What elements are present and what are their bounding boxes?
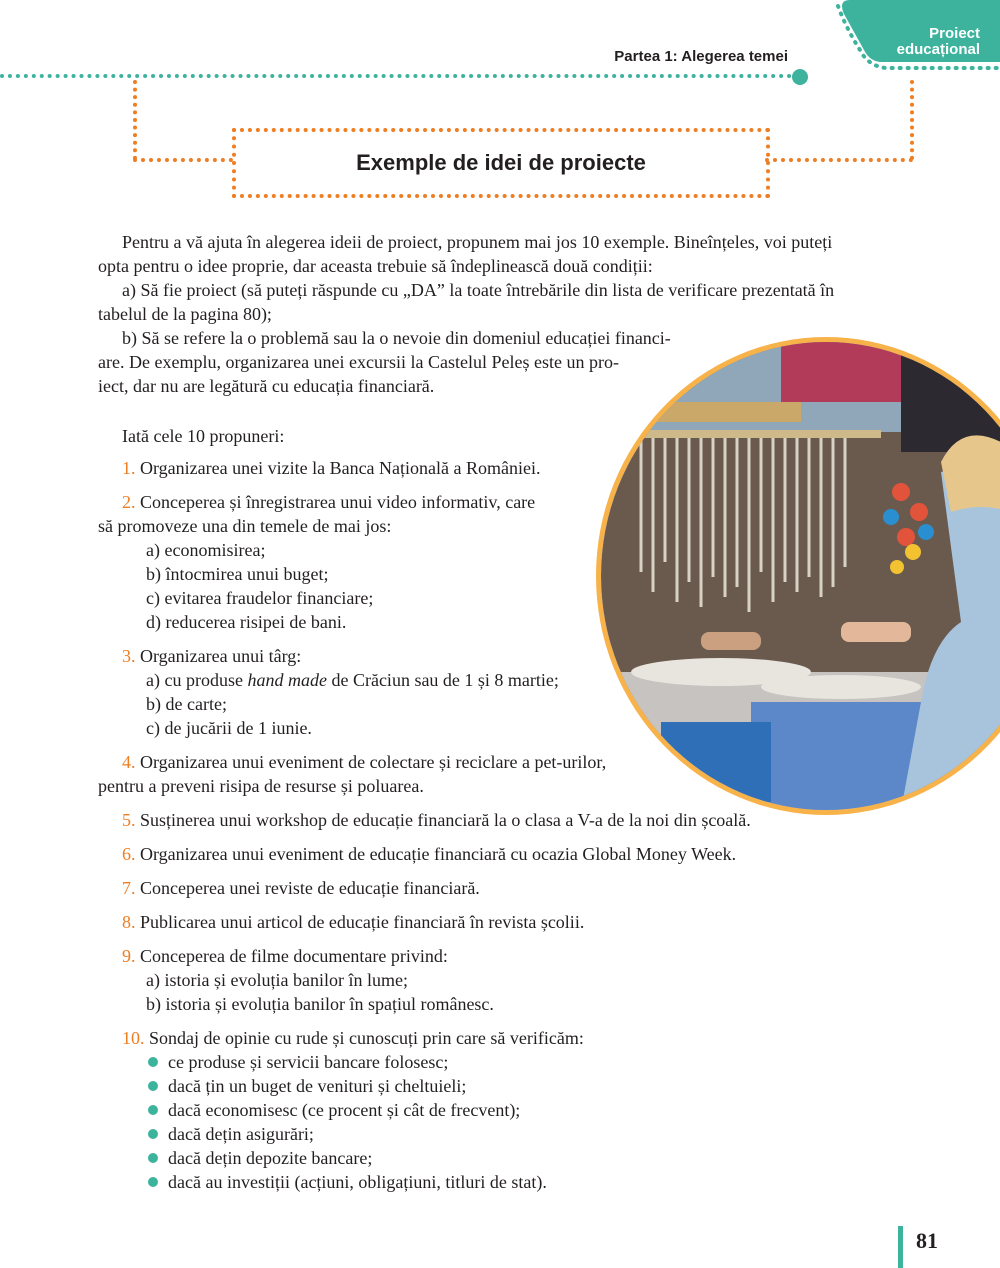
tag-line-1: Proiect <box>929 25 980 42</box>
bullet-item <box>148 1050 448 1074</box>
item-number: 3. <box>122 646 136 666</box>
bullet-text: dacă au investiții (acțiuni, obligațiuni, titluri de stat). <box>168 1172 547 1192</box>
frame-connector <box>765 158 913 162</box>
header-dotted-line <box>0 74 800 78</box>
sub-item: d) reducerea risipei de bani. <box>146 612 347 632</box>
item-text-cont: pentru a preveni risipa de resurse și poluarea. <box>98 776 424 796</box>
list-item <box>122 1026 584 1050</box>
sub-item: c) evitarea fraudelor financiare; <box>146 588 374 608</box>
sub-item: b) întocmirea unui buget; <box>146 564 329 584</box>
intro-line: a) Să fie proiect (să puteți răspunde cu „DA” la toate întrebările din lista de verificare prezentată în <box>122 280 835 300</box>
bullet-icon <box>148 1057 158 1067</box>
item-text: Publicarea unui articol de educație financiară în revista școlii. <box>140 912 585 932</box>
sub-item: b) istoria și evoluția banilor în spațiul românesc. <box>146 994 494 1014</box>
item-text: Organizarea unui târg: <box>140 646 302 666</box>
jewelry-stall-image <box>601 342 1000 810</box>
sub-item <box>146 668 559 692</box>
item-text: Conceperea unei reviste de educație financiară. <box>140 878 480 898</box>
item-text: Conceperea de filme documentare privind: <box>140 946 448 966</box>
item-number: 5. <box>122 810 136 830</box>
bullet-item <box>148 1098 520 1122</box>
item-number: 8. <box>122 912 136 932</box>
list-item <box>122 808 751 832</box>
sub-item-emphasis: hand made <box>247 670 327 690</box>
frame-connector <box>133 158 233 162</box>
bullet-text: dacă țin un buget de venituri și cheltuieli; <box>168 1076 467 1096</box>
bullet-text: ce produse și servicii bancare folosesc; <box>168 1052 449 1072</box>
bullet-icon <box>148 1081 158 1091</box>
list-item <box>122 876 480 900</box>
item-number: 2. <box>122 492 136 512</box>
page-title: Exemple de idei de proiecte <box>356 150 646 175</box>
bullet-text: dacă dețin depozite bancare; <box>168 1148 373 1168</box>
frame-connector <box>133 80 137 160</box>
item-number: 9. <box>122 946 136 966</box>
list-item <box>122 644 301 668</box>
intro-line: b) Să se refere la o problemă sau la o nevoie din domeniul educației financi- <box>122 328 671 348</box>
item-text: Organizarea unei vizite la Banca Națională a României. <box>140 458 541 478</box>
sub-item: c) de jucării de 1 iunie. <box>146 718 312 738</box>
intro-line: Pentru a vă ajuta în alegerea ideii de proiect, propunem mai jos 10 exemple. Bineînțeles, voi puteți <box>122 232 833 252</box>
section-header: Partea 1: Alegerea temei <box>614 48 788 65</box>
item-text: Conceperea și înregistrarea unui video informativ, care <box>140 492 536 512</box>
sub-item-pre: a) cu produse <box>146 670 248 690</box>
header-dot <box>792 69 808 85</box>
list-intro: Iată cele 10 propuneri: <box>122 426 285 446</box>
sub-item: b) de carte; <box>146 694 227 714</box>
page-number-bar <box>898 1226 903 1268</box>
bullet-icon <box>148 1177 158 1187</box>
item-number: 6. <box>122 844 136 864</box>
bullet-item <box>148 1170 547 1194</box>
bullet-text: dacă dețin asigurări; <box>168 1124 314 1144</box>
sub-item: a) istoria și evoluția banilor în lume; <box>146 970 408 990</box>
bullet-icon <box>148 1129 158 1139</box>
list-item <box>122 456 541 480</box>
item-number: 7. <box>122 878 136 898</box>
project-tag-label <box>897 26 980 58</box>
market-photo <box>596 337 1000 815</box>
item-text-cont: să promoveze una din temele de mai jos: <box>98 516 392 536</box>
item-number: 1. <box>122 458 136 478</box>
tag-line-2: educațional <box>896 41 980 58</box>
frame-connector <box>910 80 914 160</box>
bullet-text: dacă economisesc (ce procent și cât de frecvent); <box>168 1100 521 1120</box>
item-number: 10. <box>122 1028 145 1048</box>
sub-item-post: de Crăciun sau de 1 și 8 martie; <box>326 670 559 690</box>
intro-line: opta pentru o idee proprie, dar aceasta trebuie să îndeplinească două condiții: <box>98 256 653 276</box>
list-item <box>122 910 584 934</box>
sub-item: a) economisirea; <box>146 540 266 560</box>
bullet-icon <box>148 1105 158 1115</box>
bullet-item <box>148 1146 372 1170</box>
intro-line: tabelul de la pagina 80); <box>98 304 272 324</box>
list-item <box>122 490 535 514</box>
list-item <box>122 944 448 968</box>
item-text: Organizarea unui eveniment de colectare și reciclare a pet-urilor, <box>140 752 607 772</box>
item-number: 4. <box>122 752 136 772</box>
bullet-item <box>148 1074 466 1098</box>
item-text: Organizarea unui eveniment de educație financiară cu ocazia Global Money Week. <box>140 844 737 864</box>
intro-line: iect, dar nu are legătură cu educația financiară. <box>98 376 435 396</box>
item-text: Susținerea unui workshop de educație financiară la o clasa a V-a de la noi din școală. <box>140 810 751 830</box>
list-item <box>122 842 736 866</box>
page-number: 81 <box>916 1228 938 1253</box>
intro-line: are. De exemplu, organizarea unei excursii la Castelul Peleș este un pro- <box>98 352 619 372</box>
bullet-icon <box>148 1153 158 1163</box>
item-text: Sondaj de opinie cu rude și cunoscuți prin care să verificăm: <box>149 1028 584 1048</box>
list-item <box>122 750 606 774</box>
bullet-item <box>148 1122 314 1146</box>
